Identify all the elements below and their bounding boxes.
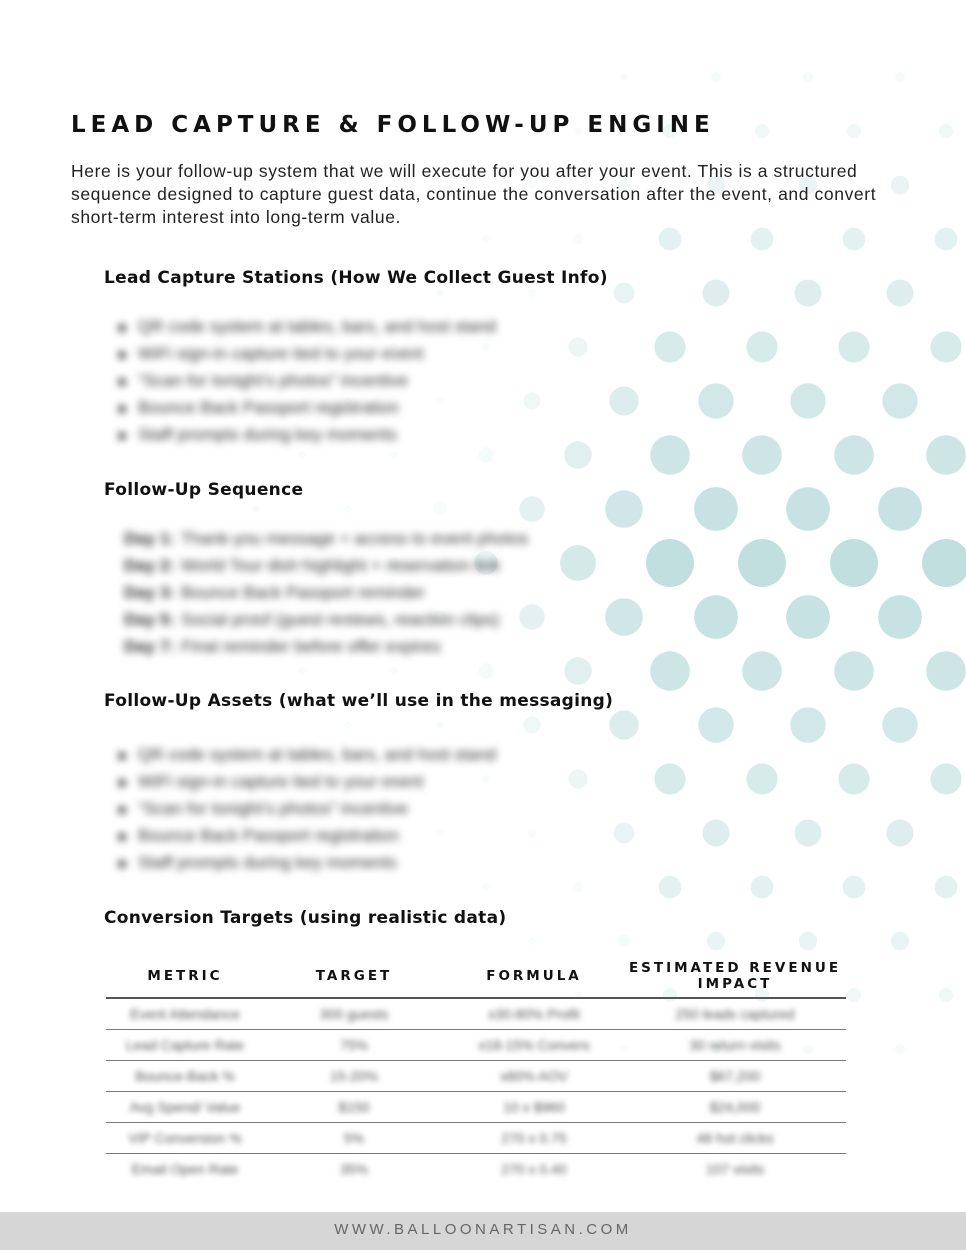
table-cell: 75% [339, 1037, 369, 1053]
table-cell: Event Attendance [130, 1006, 240, 1022]
table-cell: Lead Capture Rate [125, 1037, 245, 1053]
conversion-targets-table [106, 955, 846, 1184]
table-cell: 30 return visits [689, 1037, 781, 1053]
assets-list [118, 741, 496, 876]
list-item: QR code system at tables, bars, and host stand [118, 741, 496, 768]
list-item: “Scan for tonight’s photos” incentive [118, 367, 496, 394]
column-header-revenue-impact: ESTIMATED REVENUE IMPACT [628, 960, 842, 992]
column-header-target: TARGET [315, 968, 393, 984]
table-cell: 10 x $960 [503, 1099, 565, 1115]
capture-list [118, 313, 496, 448]
table-cell: VIP Conversion % [128, 1130, 242, 1146]
table-cell: 107 visits [705, 1161, 765, 1177]
table-cell: 35% [339, 1161, 369, 1177]
table-cell: x18-15% Convers [478, 1037, 590, 1053]
table-row [106, 1030, 846, 1061]
table-cell: $24,000 [709, 1099, 761, 1115]
targets-heading: Conversion Targets (using realistic data) [104, 908, 507, 928]
sequence-heading: Follow-Up Sequence [104, 480, 304, 500]
sequence-list [124, 525, 528, 660]
list-item: Staff prompts during key moments [118, 849, 496, 876]
list-item: Day 2: World Tour dish highlight + reservation link [124, 556, 501, 575]
column-header-formula: FORMULA [486, 968, 582, 984]
table-row [106, 1154, 846, 1184]
list-item: Day 1: Thank-you message + access to event photos [124, 529, 529, 548]
list-item: Bounce Back Passport registration [118, 394, 496, 421]
table-cell: $67,200 [709, 1068, 761, 1084]
table-header [106, 955, 846, 999]
list-item: Bounce Back Passport registration [118, 822, 496, 849]
table-cell: 300 guests [319, 1006, 389, 1022]
table-cell: 250 leads captured [675, 1006, 795, 1022]
capture-heading: Lead Capture Stations (How We Collect Guest Info) [104, 268, 608, 288]
table-row [106, 999, 846, 1030]
list-item: WiFi sign-in capture tied to your event [118, 768, 496, 795]
table-cell: x80% AOV [500, 1068, 568, 1084]
footer-website: WWW.BALLOONARTISAN.COM [334, 1221, 632, 1238]
list-item: QR code system at tables, bars, and host stand [118, 313, 496, 340]
assets-heading: Follow-Up Assets (what we’ll use in the messaging) [104, 691, 614, 711]
footer-bar [0, 1212, 966, 1250]
table-row [106, 1092, 846, 1123]
table-row [106, 1061, 846, 1092]
table-cell: 48 hot clicks [696, 1130, 774, 1146]
list-item: Day 3: Bounce Back Passport reminder [124, 583, 425, 602]
list-item: WiFi sign-in capture tied to your event [118, 340, 496, 367]
list-item: Day 7: Final reminder before offer expires [124, 637, 441, 656]
column-header-metric: METRIC [147, 968, 223, 984]
list-item: Staff prompts during key moments [118, 421, 496, 448]
list-item: Day 5: Social proof (guest reviews, reaction clips) [124, 610, 500, 629]
table-row [106, 1123, 846, 1154]
table-cell: 5% [343, 1130, 365, 1146]
list-item: “Scan for tonight’s photos” incentive [118, 795, 496, 822]
intro-paragraph: Here is your follow-up system that we will execute for you after your event. This is a structured sequence designed to capture guest data, continue the conversation after the event, and convert short-term interest into long-term value. [71, 161, 877, 227]
table-cell: 270 x 0.75 [501, 1130, 567, 1146]
table-cell: $150 [338, 1099, 370, 1115]
table-cell: Email Open Rate [131, 1161, 239, 1177]
table-cell: 15-20% [329, 1068, 379, 1084]
table-cell: Bounce-Back % [135, 1068, 235, 1084]
table-cell: Avg Spend/ Value [129, 1099, 241, 1115]
table-cell: x30-80% Profit [488, 1006, 580, 1022]
table-cell: 270 x 0.40 [501, 1161, 567, 1177]
page-title: LEAD CAPTURE & FOLLOW-UP ENGINE [71, 112, 715, 138]
